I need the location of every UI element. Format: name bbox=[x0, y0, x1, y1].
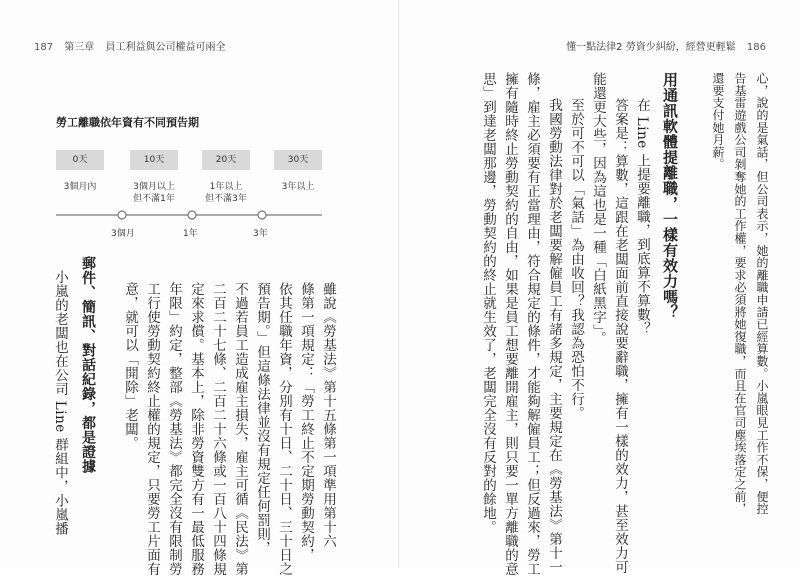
quote-column-1: 心，說的是氣話，但公司表示，她的離職申請已經算數。小嵐眼見工作不保，便控 bbox=[755, 72, 769, 515]
chapter-label: 第三章 bbox=[64, 42, 95, 53]
left-body-column-6: 二百二十七條、二百二十六條或一百八十四條規 bbox=[210, 282, 226, 576]
right-body-column-6: 條，雇主必須要有正當理由，符合規定的條件，才能夠解僱員工；但反過來，勞工 bbox=[524, 72, 540, 576]
left-trailing-column-1: 小嵐的老闆也在公司 Line 群組中，小嵐播 bbox=[52, 270, 68, 536]
timeline-marker-3-years bbox=[258, 211, 266, 219]
left-body-column-1: 雖說《勞基法》第十五條第一項準用第十六 bbox=[320, 282, 336, 548]
timeline-label-3-months: 3個月 bbox=[111, 229, 135, 239]
left-body-column-4: 預告期。」但這條法律並沒有規定任何罰則， bbox=[254, 282, 270, 556]
right-body-column-1: 在 Line 上提要離職，到底算不算數？ bbox=[634, 98, 650, 336]
right-body-column-3: 能還更大些，因為這也是一種「白紙黑字」。 bbox=[590, 72, 606, 346]
right-body-column-8: 思」到達老闆那邊，勞動契約的終止就生效了，老闆完全沒有反對的餘地。 bbox=[480, 72, 496, 534]
left-page-number: 187 bbox=[34, 42, 54, 53]
timeline-label-1-year: 1年 bbox=[183, 229, 198, 239]
notice-box-10-days: 10天 bbox=[130, 150, 178, 170]
left-body-column-2: 條第一項規定：「勞工終止不定期勞動契約， bbox=[298, 282, 314, 562]
left-body-column-10: 意，就可以「開除」老闆。 bbox=[122, 282, 138, 450]
book-title: 懂一點法律2 勞資少糾紛，經營更輕鬆 bbox=[566, 42, 736, 53]
right-body-column-4: 至於可不可以「氣話」為由收回？我認為恐怕不行。 bbox=[568, 98, 584, 420]
quote-column-2: 告基雷遊戲公司剝奪她的工作權，要求必須將她復職，而且在官司塵埃落定之前， bbox=[733, 72, 747, 515]
tenure-label-under-3-months: 3個月內 bbox=[63, 182, 97, 192]
subheading-evidence: 郵件、簡訊、對話紀錄，都是證據 bbox=[80, 256, 96, 474]
timeline-marker-1-year bbox=[188, 211, 196, 219]
notice-box-20-days: 20天 bbox=[202, 150, 250, 170]
left-body-column-7: 定來求償。基本上，除非勞資雙方有一最低服務 bbox=[188, 282, 204, 576]
left-body-column-9: 工行使勞動契約終止權的規定，只要勞工片面有 bbox=[144, 282, 160, 576]
notice-box-0-days: 0天 bbox=[56, 150, 104, 170]
timeline-label-3-years: 3年 bbox=[253, 229, 268, 239]
timeline-marker-3-months bbox=[118, 211, 126, 219]
tenure-timeline bbox=[56, 207, 326, 223]
right-page-number: 186 bbox=[746, 42, 766, 53]
section-heading: 用通訊軟體提離職，一樣有效力嗎？ bbox=[661, 72, 679, 320]
right-page-header bbox=[566, 38, 766, 53]
quote-column-3: 還要支付她月薪。 bbox=[711, 72, 725, 171]
left-body-column-3: 依其任職年資，分別有十日、二十日、三十日之 bbox=[276, 282, 292, 576]
chart-title: 勞工離職依年資有不同預告期 bbox=[56, 116, 199, 129]
right-body-column-7: 擁有隨時終止勞動契約的自由，如果是員工想要離開雇主，則只要一單方離職的意 bbox=[502, 72, 518, 576]
tenure-label-over-3-years: 3年以上 bbox=[281, 182, 315, 192]
left-page-header bbox=[34, 38, 225, 53]
left-body-column-5: 不過若員工造成雇主損失，雇主可循《民法》第 bbox=[232, 282, 248, 576]
right-page bbox=[400, 0, 800, 576]
left-body-column-8: 年限」約定，整部《勞基法》都完全沒有限制勞 bbox=[166, 282, 182, 576]
notice-box-30-days: 30天 bbox=[274, 150, 322, 170]
tenure-label-1-to-3-years: 1年以上 但不滿3年 bbox=[205, 182, 247, 204]
right-body-column-2: 答案是：算數，這跟在老闆面前直接說要辭職，擁有一樣的效力，甚至效力可 bbox=[612, 98, 628, 574]
tenure-label-3-months-to-1-year: 3個月以上 但不滿1年 bbox=[133, 182, 175, 204]
right-body-column-5: 我國勞動法律對於老闆要解僱員工有諸多規定，主要規定在《勞基法》第十一 bbox=[546, 98, 562, 574]
chapter-title: 員工利益與公司權益可兩全 bbox=[105, 42, 226, 53]
